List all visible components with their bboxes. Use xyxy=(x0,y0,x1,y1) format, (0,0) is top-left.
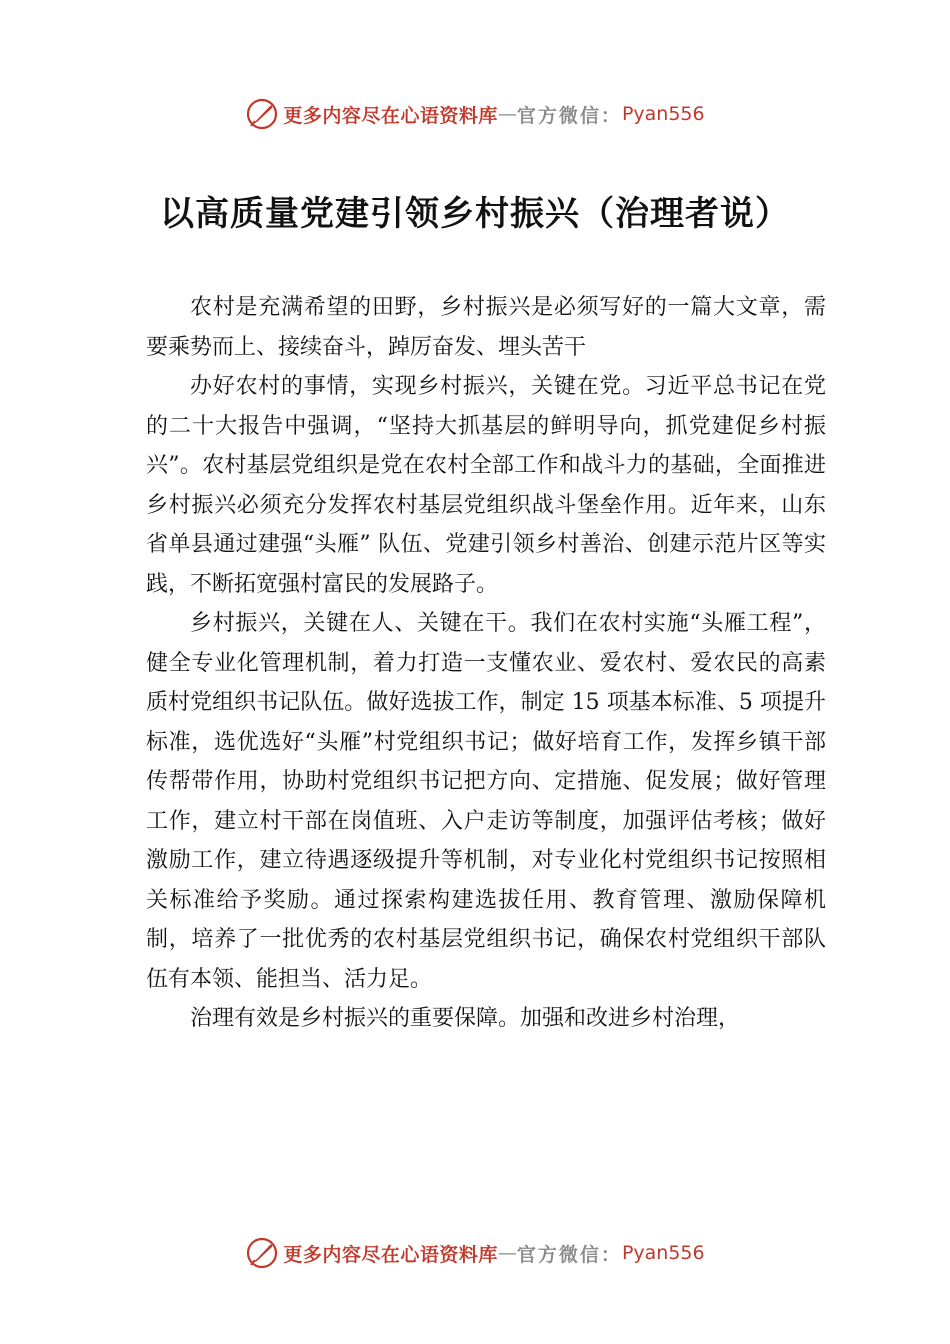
quill-circle-logo-icon xyxy=(245,1236,279,1270)
watermark-label: 官方微信： xyxy=(516,1243,622,1266)
document-title: 以高质量党建引领乡村振兴（治理者说） xyxy=(160,194,790,234)
watermark-wechat-id: Pyan556 xyxy=(621,1242,705,1264)
document-body xyxy=(146,288,826,1039)
paragraph: 治理有效是乡村振兴的重要保障。加强和改进乡村治理， xyxy=(190,1006,741,1031)
watermark-dash: — xyxy=(497,103,517,125)
watermark-brand: 更多内容尽在心语资料库 xyxy=(283,104,498,127)
paragraph: 乡村振兴，关键在人、关键在干。我们在农村实施“头雁工程”，健全专业化管理机制，着力打造一支懂农业、爱农村、爱农民的高素质村党组织书记队伍。做好选拔工作，制定 15 项基本标准、5 项提升标准，选优选好“头雁”村党组织书记；做好培育工作，发挥乡镇干部传帮带作用，协助村党组织书记把方向、定措施、促发展；做好管理工作，建立村干部在岗值班、入户走访等制度，加强评估考核；做好激励工作，建立待遇逐级提升等机制，对专业化村党组织书记按照相关标准给予奖励。通过探索构建选拔任用、教育管理、激励保障机制，培养了一批优秀的农村基层党组织书记，确保农村党组织干部队伍有本领、能担当、活力足。 xyxy=(146,611,826,992)
quill-circle-logo-icon xyxy=(245,97,279,131)
watermark-dash: — xyxy=(497,1242,517,1264)
watermark-wechat-id: Pyan556 xyxy=(621,103,705,125)
watermark-brand: 更多内容尽在心语资料库 xyxy=(283,1243,498,1266)
paragraph: 办好农村的事情，实现乡村振兴，关键在党。习近平总书记在党的二十大报告中强调，“坚持大抓基层的鲜明导向，抓党建促乡村振兴”。农村基层党组织是党在农村全部工作和战斗力的基础，全面推进乡村振兴必须充分发挥农村基层党组织战斗堡垒作用。近年来，山东省单县通过建强“头雁” 队伍、党建引领乡村善治、创建示范片区等实践，不断拓宽强村富民的发展路子。 xyxy=(146,374,826,597)
header-watermark xyxy=(0,94,950,134)
watermark-label: 官方微信： xyxy=(516,104,622,127)
paragraph: 农村是充满希望的田野，乡村振兴是必须写好的一篇大文章，需要乘势而上、接续奋斗，踔厉奋发、埋头苦干 xyxy=(146,295,826,360)
footer-watermark xyxy=(0,1233,950,1273)
